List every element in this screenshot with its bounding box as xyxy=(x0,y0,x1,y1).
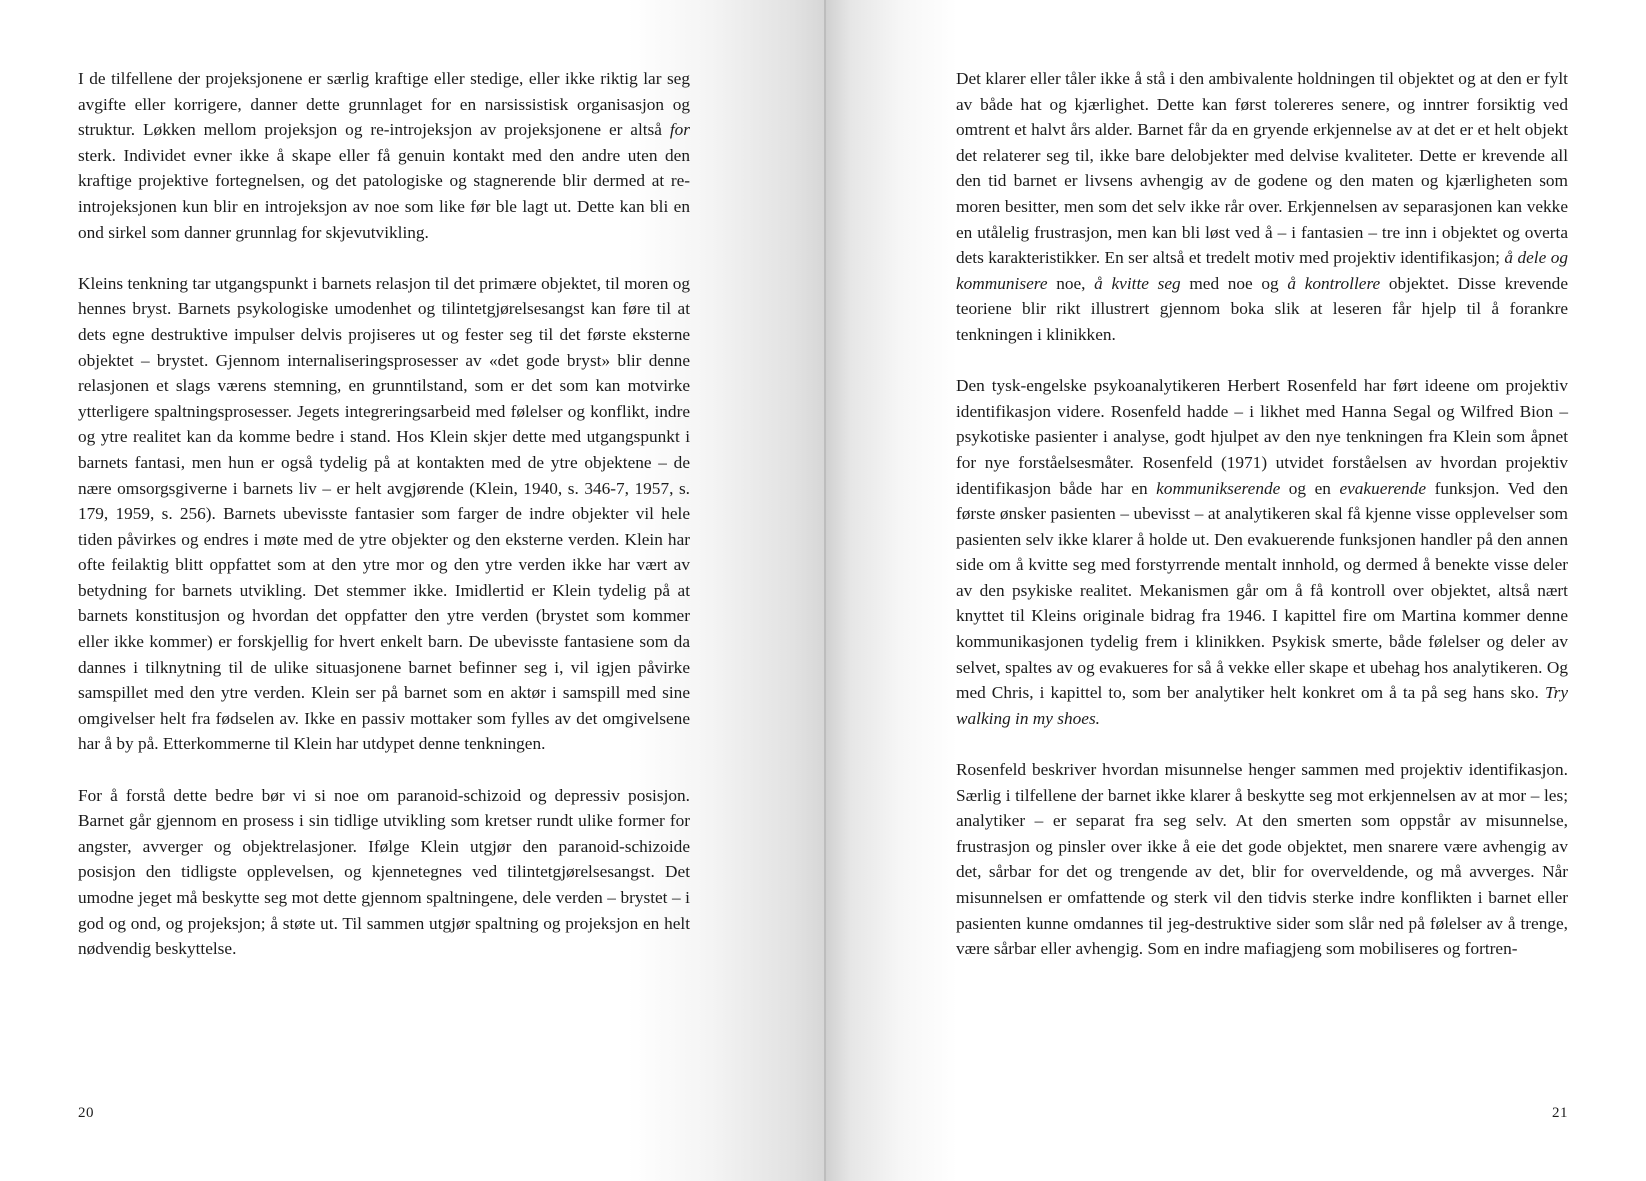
italic-text-run: å dele og kommunisere xyxy=(956,248,1568,293)
text-run: I de tilfellene der projeksjonene er særlig kraftige eller stedige, eller ikke riktig lar seg avgifte eller korrigere, danner dette grunnlaget for en narsissistisk organisasjon og struktur. Løkken mellom projeksjon og re-introjeksjon av projeksjonene er altså xyxy=(78,69,690,140)
text-run: med noe og xyxy=(1180,273,1288,293)
left-page-body xyxy=(78,66,690,962)
text-run: objektet. Disse krevende teoriene blir rikt illustrert gjennom boka slik at leseren får hjelp til å forankre tenkningen i klinikken. xyxy=(956,273,1568,344)
body-paragraph xyxy=(956,373,1568,731)
page-number-right: 21 xyxy=(1552,1105,1568,1121)
text-run: noe, xyxy=(1047,273,1095,293)
italic-text-run: Try walking in my shoes. xyxy=(956,683,1568,728)
page-number-left: 20 xyxy=(78,1105,94,1121)
text-run: og en xyxy=(1280,478,1340,498)
body-paragraph xyxy=(78,783,690,962)
text-run: Rosenfeld beskriver hvordan misunnelse henger sammen med projektiv identifikasjon. Særlig i tilfellene der barnet ikke klarer å beskytte seg mot erkjennelsen av at mor – les; analytiker – er separat fra seg selv. At den smerten som oppstår av misunnelse, frustrasjon og pinsler over ikke å eie det gode objektet, men snarere være avhengig av det, sårbar for det og trengende av det, blir for overveldende, og må avverges. Når misunnelsen er omfattende og sterk vil den tidvis sterke indre konflikten i barnet eller pasienten kunne omdannes til jeg-destruktive sider som slår ned på følelser av å trenge, være sårbar eller avhengig. Som en indre mafiagjeng som mobiliseres og fortren- xyxy=(956,760,1568,959)
text-run: For å forstå dette bedre bør vi si noe om paranoid-schizoid og depressiv posisjon. Barnet går gjennom en prosess i sin tidlige utvikling som kretser rundt ulike former for angster, avverger og objektrelasjoner. Ifølge Klein utgjør den paranoid-schizoide posisjon den tidligste opplevelsen, og kjennetegnes ved tilintetgjørelsesangst. Det umodne jeget må beskytte seg mot dette gjennom spaltningene, dele verden – brystet – i god og ond, og projeksjon; å støte ut. Til sammen utgjør spaltning og projeksjon en helt nødvendig beskyttelse. xyxy=(78,785,690,959)
body-paragraph xyxy=(956,66,1568,348)
right-page-body xyxy=(956,66,1568,962)
right-page xyxy=(826,0,1646,1181)
italic-text-run: for xyxy=(669,120,690,140)
body-paragraph xyxy=(78,271,690,757)
italic-text-run: kommunikserende xyxy=(1156,478,1281,498)
text-run: Kleins tenkning tar utgangspunkt i barnets relasjon til det primære objektet, til moren og hennes bryst. Barnets psykologiske umodenhet og tilintetgjørelsesangst kan føre til at dets egne destruktive impulser delvis projiseres ut og fester seg til det første eksterne objektet – brystet. Gjennom internaliseringsprosesser av «det gode bryst» blir denne relasjonen et slags værens stemning, en grunntilstand, som er det som kan motvirke ytterligere spaltningsprosesser. Jegets integreringsarbeid med følelser og konflikt, indre og ytre realitet kan da komme bedre i stand. Hos Klein skjer dette med utgangspunkt i barnets fantasi, men hun er også tydelig på at kontakten med de ytre objektene – de nære omsorgsgiverne i barnets liv – er helt avgjørende (Klein, 1940, s. 346-7, 1957, s. 179, 1959, s. 256). Barnets ubevisste fantasier som farger de indre objekter vil hele tiden påvirkes og endres i møte med de ytre objekter og den eksterne verden. Klein har ofte feilaktig blitt oppfattet som at den ytre mor og den ytre verden ikke har vært av betydning for barnets utvikling. Det stemmer ikke. Imidlertid er Klein tydelig på at barnets konstitusjon og hvordan det oppfatter den ytre verden (brystet som kommer eller ikke kommer) er forskjellig for hvert enkelt barn. De ubevisste fantasiene som da dannes i tilknytning til de ulike situasjonene barnet befinner seg i, vil igjen påvirke samspillet med den ytre verden. Klein ser på barnet som en aktør i samspill med sine omgivelser helt fra fødselen av. Ikke en passiv mottaker som fylles av det omgivelsene har å by på. Etterkommerne til Klein har utdypet denne tenkningen. xyxy=(78,273,690,754)
italic-text-run: evakuerende xyxy=(1339,478,1427,498)
body-paragraph xyxy=(956,757,1568,962)
italic-text-run: å kvitte seg xyxy=(1094,273,1181,293)
text-run: Den tysk-engelske psykoanalytikeren Herbert Rosenfeld har ført ideene om projektiv identifikasjon videre. Rosenfeld hadde – i likhet med Hanna Segal og Wilfred Bion – psykotiske pasienter i analyse, godt hjulpet av den nye tenkningen fra Klein som åpnet for nye forståelsesmåter. Rosenfeld (1971) utvidet forståelsen av hvordan projektiv identifikasjon både har en xyxy=(956,376,1568,498)
italic-text-run: å kontrollere xyxy=(1287,273,1381,293)
text-run: Det klarer eller tåler ikke å stå i den ambivalente holdningen til objektet og at den er fylt av både hat og kjærlighet. Dette kan først tolereres senere, og inntrer forsiktig ved omtrent et halvt års alder. Barnet får da en gryende erkjennelse av at det er et helt objekt det relaterer seg til, ikke bare delobjekter med delvise kvaliteter. Dette er krevende all den tid barnet er livsens avhengig av de godene og den maten og kjærligheten som moren besitter, men som det selv ikke rår over. Erkjennelsen av separasjonen kan vekke en utålelig frustrasjon, men kan bli løst ved å – i fantasien – tre inn i objektet og overta dets karakteristikker. En ser altså et tredelt motiv med projektiv identifikasjon; xyxy=(956,69,1568,268)
text-run: funksjon. Ved den første ønsker pasienten – ubevisst – at analytikeren skal få kjenne visse opplevelser som pasienten selv ikke klarer å holde ut. Den evakuerende funksjonen handler på den annen side om å kvitte seg med forstyrrende mentalt innhold, og dermed å benekte visse deler av den psykiske realitet. Mekanismen går om å få kontroll over objektet, altså nært knyttet til Kleins originale bidrag fra 1946. I kapittel fire om Martina kommer denne kommunikasjonen tydelig frem i klinikken. Psykisk smerte, både følelser og deler av selvet, spaltes av og evakueres for så å vekke eller skape et ubehag hos analytikeren. Og med Chris, i kapittel to, som ber analytiker helt konkret om å ta på seg hans sko. xyxy=(956,478,1569,703)
body-paragraph xyxy=(78,66,690,245)
text-run: sterk. Individet evner ikke å skape eller få genuin kontakt med den andre uten den kraftige projektive fortegnelsen, og det patologiske og stagnerende blir dermed at re-introjeksjonen kun blir en introjeksjon av noe som like før ble lagt ut. Dette kan bli en ond sirkel som danner grunnlag for skjevutvikling. xyxy=(78,145,690,242)
